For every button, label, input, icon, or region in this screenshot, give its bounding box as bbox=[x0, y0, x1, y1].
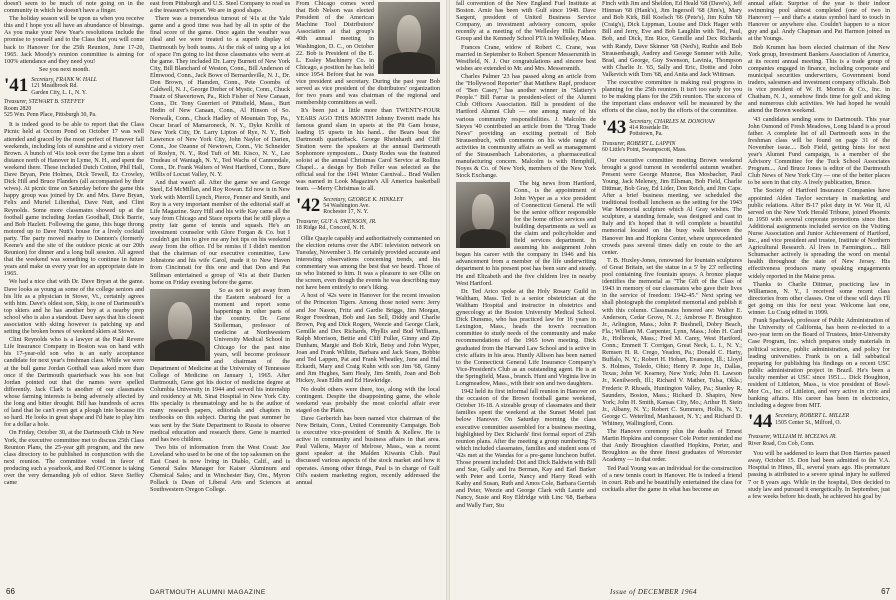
class-year: '43 bbox=[602, 116, 627, 138]
paragraph: You will be saddened to learn that Don Harries passed away, October 15. Don had been admitted to the V.A. Hospital in Hines, Ill., several years ago. His premature passing is attributed to a severe spinal injury he suffered 7 or 8 years ago. While in the hospital, Don decided to study law and pursued it energetically. In September, just a few weeks before his death, he achieved his goal by bbox=[748, 450, 890, 500]
portrait-face bbox=[397, 15, 422, 55]
secretary-name: Secretary, CHARLES M. DONOVAN bbox=[629, 118, 715, 125]
paragraph: Frank Sparhawk, professor of Public Administration of the University of California, has been re-elected to a two-year term on the Board of Trustees, Inter-University Case Program, Inc. which prepares study materials in political science, public administration, and policy for leading universities. Frank is on a fall sabbatical preparing for publishing his findings on a recent USC public administration project in Brazil. He's been a faculty member at USC since 1951.... Dick Houghton, resident of Littleton, Mass., is vice president of Bowl-Mor Co., Inc. of Littleton, and very active in civic and banking affairs. His career has been in electronics, including a degree from MIT. bbox=[748, 317, 890, 410]
portrait-face bbox=[472, 194, 494, 230]
paragraph: Bob Krumm has been elected chairman of the New York group, Investment Bankers Association of America, at its recent annual meeting. This is a trade group of companies engaged in finance, including corporate and municipal securities underwriters, Government bond traders, salesmen and investment company officials. Bob is vice president of W. H. Morton & Co., Inc. in Chatham, N. J., somehow finds time for golf and skiing and numerous club activities. We had hoped he would attend the Brown weekend. bbox=[748, 43, 890, 115]
issue-footer: Issue of DECEMBER 1964 bbox=[610, 588, 698, 596]
paragraph: The Society of Hartford Insurance Companies have appointed Alden Taylor secretary in marketing and public relations. After B-17 pilot duty in W. War II, Al served on the New York Herald Tribune, joined Phoenix in 1950 with several corporate promotions since then. Additional assignments included service on the Visiting Nurse Association and Junior Achievement of Hartford, Inc., and vice president and trustee, Institute of Northern Agricultural Research. Al lives in Farmington.... Bill Schumacher actively is spreading the word on mental health throughout the state of New Jersey. His effectiveness produces many speaking engagements widely reported in the Maine press. bbox=[748, 187, 890, 280]
paragraph: T. B. Huxley-Jones, renowned for fountain sculptures of Great Britain, set the statue in a 5' by 23' reflecting pool containing five fountain sprays. A bronze plaque identifies the memorial as "The Gift of the Class of 1943 in memory of our classmates who gave their lives in the service of freedom: 1942-45." Next spring we shall photograph the completed memorial and publish it with this column. Classmates honored are: Walter E. Anderson, Cedar Grove, N. J.; Ambrose F. Broughton Jr., Arlington, Mass.; John P. Bushnell, Dobry Beach, Fla.; William M. Carpenter, Lynn, Mass.; John H. Card Jr., Holbrook, Mass.; Fred M. Carey, West Hartford, Conn.; Emmett T. Corrigan, Great Neck, L. I., N. Y.; Remsen H. R. Crego, Yeadon, Pa.; Donald C. Harty, Buffalo, N. Y.; Robert H. Hobart, Evanston, Ill.; Lloyd S. Holmes, Toledo, Ohio; Henry P. Jope Jr., Dallas, Texas; John W. Kearney, New York; John H. Lawson Jr., Kenilworth, Ill.; Richard V. Mather, Tulsa, Okla.; Frederic P. Rhoads, Huntington Valley, Pa.; Stanley R. Saunders, Boston, Mass.; Richard D. Shapiro, New York; John H. Smith, Kansas City, Mo.; Arthur H. Stein Jr., Albany, N. Y.; Robert C. Summers, Hollis, N. Y.; George C. Weterlind, Manhasset, N. Y.; and Richard D. Whitney, Wallingford, Conn. bbox=[602, 256, 742, 427]
portrait-photo bbox=[456, 182, 510, 248]
right-col-1 bbox=[456, 0, 596, 582]
paragraph: 1942 held its first informal fall reunion in Hanover on the occasion of the Brown football game weekend, October 16-18. A sizeable group of classmates and their families spent the weekend at the Sunset Motel just below Hanover. On Saturday morning the class executive committee assembled for a business meeting, highlighted by Dex Richards' first formal report of 25th reunion plans. After the meeting a group numbering 75 which included classmates, families and student sons of '42s met at the Wandas for a pre-game luncheon buffet. Those present included: Dot and Dick Baldwin with Bill and Sue, Gally and Ira Berman, Kay and Earl Barker with Peter and Lorrie, Nancy and Harry Read with Kathy and Susan, Ruth and Amos Cole, Barbara Gerrish and Peter, Weezie and George Clark with Laurie and Nancy, Susie and Roy Eldridge with Linc '68, Barbara and Wally Farr, Stu bbox=[456, 388, 596, 509]
right-page bbox=[450, 0, 896, 600]
treasurer-info bbox=[296, 219, 440, 232]
class-year: '44 bbox=[748, 411, 773, 433]
class-42-header bbox=[296, 194, 440, 216]
paragraph: Our executive committee meeting Brown weekend brought a good turnout in wonderful autumn weather. Present were George Munroe, Bus Mosbacher, Paul Young, Jack Meleney, Jim Ellsman, Bob Field, Charlie Dittmar, Bob Gray, Ed Lider, Don Reich, and Jim Caps. After a brief business meeting, we scheduled the traditional football luncheon as the setting for the 1943 War Memorial sculpture which Al Gray wishes. The sculpture, a standing female, was designed and cast in Italy and it's hoped that it will complete a beautiful memorial located on the busy walk between the Hanover Inn and Hopkins Center, where unprecedented crowds pass several times daily en route to the art center. bbox=[602, 156, 742, 256]
portrait-shoulders bbox=[383, 52, 435, 74]
paragraph: Dave Gerberich has been named vice chairman of the New Britain, Conn., United Community Campaign. Bob is executive vice-president of Smith & Kellew. He is active in community and business affairs in that area. Paul Vallens, Mayor of Melrose, Mass., was a recent guest speaker at the Malden Kiwanis Club. Paul discussed various aspects of the stock market and how it operates. Among other things, Paul is in charge of Gulf Oil's eastern marketing region, recently addressed the annual bbox=[296, 414, 440, 486]
class-year: '41 bbox=[4, 74, 29, 96]
paragraph: doesn't seem to be much of note going on in the community in which he doesn't have a finger. bbox=[4, 0, 144, 15]
paragraph: Charles Palmer '23 has passed along an article from the "Hollywood Reporter" that Matthew Rapf, producer of "Ben Casey," has another winner in "Slattery's People." Bill Farrar is president-elect of the Alumni Club Officers Association. Bill is president of the Hartford Alumni Club — one among many of his various community responsibilities. J. Malcolm de Sieyes '40 contributed an article from the "Drug Trade News" providing an exciting portrait of Bob Strausenbuch, with comments on his wide range of activities in community affairs as well as management of the Strausenbach Laboratories, a pharmaceutical manufacturing concern. Malcolm is with Hemphill, Noyes & Co. of New York, members of the New York Stock Exchange. bbox=[456, 72, 596, 180]
treasurer-info bbox=[748, 434, 890, 447]
paragraph: fall convention of the New England Fuel Institute at Boston. Arnie has been with Gulf since 1948. Dave Sargent, president of United Business Service Company, an investment advisory concern, spoke recently at a meeting of the Wellesley Hills Fathers Group and the Kennedy School PTA in Wellesley, Mass. bbox=[456, 0, 596, 43]
paragraph: So as not to get away from the Eastern seaboard for a moment and report some happenings in other parts of the country. Dr. Gene Stollerman, professor of medicine at Northwestern University Medical School in Chicago for the past nine years, will become professor and chairman of the Department of Medicine at the University of Tennessee College of Medicine on January 1, 1965. After Dartmouth, Gene got his doctor of medicine degree at Columbia University in 1944 and served his internship and residency at Mt. Sinai Hospital in New York City. His specialty is rheumatology and he is the author of many research papers, editorials and chapters in textbooks on this subject. During the past summer he was sent by the State Department to Russia to observe medical education and research there. Gene is married and has two children. bbox=[150, 286, 290, 443]
portrait-photo bbox=[150, 289, 210, 361]
paragraph: Thanks to Charlie Dittmar, practicing law in Williamson, N. Y., I received some recent class directories from other classes. One of these will days I'll get going on this for next year. Welcome last one, winner. Lu Craig edited in 1999. bbox=[748, 280, 890, 317]
class-year: '42 bbox=[296, 194, 321, 216]
secretary-address: Rochester 17, N. Y. bbox=[323, 209, 369, 216]
left-col-1 bbox=[4, 0, 144, 582]
treasurer-info bbox=[4, 99, 144, 118]
class-43-header bbox=[602, 116, 742, 138]
paragraph: The Hanover ceremony plus the deaths of Ernest Martin Hopkins and composer Cole Porter reminded me that Andy Broughton classified Hopkins, Porter, and Broughton as the three finest graduates of Worcester Academy — in that order. bbox=[602, 428, 742, 464]
secretary-address: 1505 Center St., Milford, O. bbox=[775, 419, 841, 426]
secretary-name: Secretary, GEORGE K. HINKLEY bbox=[323, 196, 404, 203]
treasurer-address: 525 Wm. Penn Place, Pittsburgh 30, Pa. bbox=[4, 111, 97, 118]
paragraph: annual affair. Surprise of the year is their indoor swimming pool almost completed (one of two in Hanover) — and that's a status symbol hard to touch in Hanover or anywhere else. Couldn't happen to a nicer guy and gal. Andy Chapman and Pat Harmon joined us at the Youngs. bbox=[748, 0, 890, 43]
secretary-address: Pottstown, Pa. bbox=[629, 131, 663, 138]
right-col-3 bbox=[748, 0, 890, 582]
paragraph: Two bits of information from the West Coast: Joe Loveland who used to be one of the top salesmen on the East Coast is now living in Diablo, Calif., and is General Sales Manager for Kaiser Aluminum and Chemical Sales; and in Winchester Bay, Ore., Myron Pollack is Dean of Liberal Arts and Sciences at Southwestern Oregon College. bbox=[150, 443, 290, 494]
treasurer-info bbox=[602, 141, 742, 154]
right-col-2 bbox=[602, 0, 742, 582]
magazine-footer: DARTMOUTH ALUMNI MAGAZINE bbox=[150, 589, 266, 596]
paragraph: Finch with Jim and Sheldon, Ed Heald '68 (Dave's), Jeff Hinman '68 (Hank's), Jim Ingersoll '68 (Jim's), Mary and Bob Kirk, Bill Koelsch '66 (Pete's), Jim Kuhn '68 (Craig's), Dick Lippman, Louise and Dick Hager with Bill and Jerry, Eve and Bob Laughlin with Ted, Paul, Bob, and Dick, Em Rice, Gemille and Dex Richards with Randy, Dave Skinner '68 (Ned's), Ruthie and Bob Strausenbaugh, Audrey and George Sumner with Julie, Brad, and George, Guy Swenson, Lavinia, Thompson with Charlie Jr. '65, Sally and Eric, Dottie and John Valkevich with Tom '68, and Anita and Jack Wittman. bbox=[602, 0, 742, 78]
secretary-address: 414 Rosedale Dr. bbox=[629, 124, 670, 131]
portrait-shoulders bbox=[155, 339, 205, 361]
paragraph: See you next month. bbox=[39, 65, 90, 73]
paragraph: east from Pittsburgh and U.S. Steel Company to read us a the treasurer's report. We are in good shape. bbox=[150, 0, 290, 15]
paragraph: It's been just a little more than TWENTY-FOUR YEARS AGO THIS MONTH Johnny Everett made his famous grand slam in upsets at the Pit Gam house, leading 15 upsets in his hand... the Bears beat the Dartmouth quarterback. George Rheinhardt and Cliff Stratton were the speakers at the annual Dartmouth Sophomore symposium... Dusty Rodes was the featured soloist at the annual Christmas Carol Service at Rollins Chapel... a design by Bob Feller was selected as the official seal for the 1941 Winter Carnival... Brad Wallen was named in Look Magazine's All America basketball team. —Merry Christmas to all. bbox=[296, 107, 440, 193]
treasurer-name: Treasurer, STEWART B. STEFFEY bbox=[4, 99, 85, 106]
paragraph: From Chicago comes word that Bob Nelson was elected President of the American Machine Tool Distributors' Association at that group's 40th annual meeting in Washington, D. C., on October 22. Bob is President of the E. L. Essley Machinery Co. in Chicago, a position he has held since 1954. Before that he was vice president and secretary. During the past year Bob served as vice president of the distributors' organization for two years and was chairman of the regional and membership committees as well. bbox=[296, 0, 440, 107]
paragraph: The executive committee is making real progress in planning for the 25th reunion. It isn't too early for you to be making plans for the 25th reunion. The success of the important class endeavor will be measured by the efforts of the class, not by the efforts of the committee. bbox=[602, 79, 742, 115]
portrait-photo bbox=[378, 2, 440, 74]
paragraph: The big news from Hartford, Conn., is the appointment of John Wyper as a vice president of Connecticut General. He will be the senior officer responsible for the home office services and building departments as well as the claim and policyholder and field services department. In assuming his assignment John began his career with the company in 1946 and his advancement from a member of the life underwriting department to his present post has been sure and steady. He and Elizabeth and the five children live in nearby West Hartford. bbox=[456, 180, 596, 287]
treasurer-name: Treasurer, GUY A. SWENSON, JR. bbox=[296, 218, 377, 225]
treasurer-address: River Road, Cos Cob, Conn. bbox=[748, 440, 815, 447]
class-44-header bbox=[748, 413, 890, 431]
paragraph: '43 candidates sending sons to Dartmouth. This year John Osmond of Fresh Meadows, Long Island is a proud father. A complete list of all Dartmouth sons in the freshman class will be found on page 31 of the November issue.... Bob Field, getting hints for next year's Alumni Fund campaign, is a member of the Advisory Committee for the Tuck School Associates Program.... And Bruce Jones is editor of the Dartmouth Club News of New York City — one of the better places to be seen in that city. A lively publication, Bruce. bbox=[748, 115, 890, 187]
treasurer-address: 18 Ridge Rd., Concord, N. H. bbox=[296, 225, 366, 232]
treasurer-name: Treasurer, WILLIAM H. MCELWA JR. bbox=[748, 434, 837, 441]
paragraph: We had a nice chat with Dr. Dave Bryan at the game. Dave looks as young as some of the college seniors and his life as a physician in Stowe, Vt., certainly agrees with him. Dave's oldest son, Skip, is one of Dartmouth's top skiers and he has another boy at a nearby prep school who is also a standout. Dave says that his closest association with skiing however is patching up and setting the broken bones of weekend skiers at Stowe. bbox=[4, 278, 144, 336]
secretary-name: Secretary, FRANK W. HALL bbox=[31, 76, 98, 83]
secretary-address: Garden City, L. I., N. Y. bbox=[31, 89, 87, 96]
left-page bbox=[0, 0, 446, 600]
treasurer-address: 60 Little's Point, Swampscott, Mass. bbox=[602, 147, 687, 154]
portrait-face bbox=[168, 302, 192, 342]
secretary-address: 54 Washington Ave. bbox=[323, 202, 370, 209]
paragraph: It is indeed good to be able to report that the Class Picnic held at Occom Pond on October 17 was well attended and graced by the most perfect of Hanover fall weekends, including lots of sunshine and a victory over Brown. A bunch of '41s took over the Lyme Inn a short distance north of Hanover in Lyme, N. H., and spent the weekend there. These included Dutch Cotton, Phil Hall, Dave Bryan, Pete Holmes, Dick Tewell, Ez Crowley, Dick Hill and Bruce Flanders (all accompanied by their wives). At picnic time on Saturday before the game this happy group was joined by Dr. and Mrs. Dave Bryan, Felix and Muriel Lilienthal, Dave Nutt, and Clint Reynolds. Some more classmates showed up at the football game including Jordan Goodhall, Dick Barrie, and Bob Hazlett. Following the game, this huge throng motored up to Dave Nutt's house for a lively cocktail party. The party moved nearby to Dannon's (formerly Keene's and the site of the outdoor picnic at our 20th Reunion) for dinner and a long bull session. All agreed that the weekend was something to continue in future years and make us every year for an appropriate date in 1965. bbox=[4, 121, 144, 278]
paragraph: Ollie Quayle capably and authoritatively commented on the election returns over the ABC television network on Tuesday, November 3. He certainly provided accurate and interesting observations concerning trends, and his commentary was among the best that we heard. Those of us who listened to him. It was a pleasure to see Ollie on the screen, even though the events he was describing may not have been entirely to one's liking. bbox=[296, 234, 440, 292]
paragraph: On Friday, October 30, at the Dartmouth Club in New York, the executive committee met to discuss 25th Class Reunion Plans, the 25-year gift program, and the new class directory to be published in conjunction with the next reunion. The committee voted in favor of producing such a yearbook, and Red O'Connor is taking over the very demanding job of editor. Steve Steffey came bbox=[4, 429, 144, 487]
left-col-3 bbox=[296, 0, 440, 582]
treasurer-address: Room 2820 bbox=[4, 105, 32, 112]
paragraph: The holiday season will be upon us when you receive this and I hope you all have an abundance of blessings. As you make your New Year's resolutions include the promise to yourself and to the Class that you will come back to Hanover for the 25th Reunion, June 17-20, 1965. Jack Moody's reunion committee is aiming for 100% attendance and they need you! bbox=[4, 15, 144, 65]
paragraph: Ted Paul Young was an individual for the construction of a new tennis court in Hanover. He is indeed a friend in court. Rub and he beautifully entertained the class for cocktails after the game in what has become an bbox=[602, 464, 742, 493]
paragraph: Dr. Ted Arico spoke at the Holy Rosary Guild in Waltham, Mass. Ted is a senior obstetrician at the Waltham Hospital and instructor in obstetrics and gynecology at the Boston University Medical School. Dick Dunsmo, who has practiced law for 16 years in Lexington, Mass., heads the town's recreation committee to study needs of the community and make recommendations of the 1965 town meeting. Dick graduated from the Harvard Law School and is active in civic affairs in his area. Huntly Allison has been named to the Connecticut General Life Insurance Company's Vice-President's Club as an outstanding agent. He is at the Springfield, Mass., branch. Hunt and Virginia live in Longmeadow, Mass., with their son and two daughters. bbox=[456, 287, 596, 387]
page-number: 67 bbox=[881, 587, 890, 596]
left-col-2 bbox=[150, 0, 290, 582]
page-number: 66 bbox=[6, 587, 15, 596]
treasurer-name: Treasurer, ROBERT L. LAPPIN bbox=[602, 140, 676, 147]
paragraph: Frances Crane, widow of Robert C. Crane, was married in September to Robert Spencer Messersmith in Westfield, N. J. Our congratulations and sincere best wishes are extended to Mr. and Mrs. Messersmith. bbox=[456, 43, 596, 72]
secretary-address: 121 Meadbrook Rd. bbox=[31, 83, 78, 90]
paragraph: No doubt others were there, too, along with the local contingent. Despite the disappointing game, the whole weekend was probably the most colorful affair ever staged on the Plain. bbox=[296, 385, 440, 414]
portrait-shoulders bbox=[460, 229, 505, 249]
secretary-name: Secretary, ROBERT L. MILLER bbox=[775, 413, 850, 420]
paragraph: Clint Reynolds who is a lawyer at the Paul Revere Life Insurance Company in Boston was on hand with his 17-year-old son who is an early acceptance candidate for next year's freshman class. While we were at the bull game Jordan Gotthall was asked more than once if the Dartmouth quarterback was his son but Jordan pointed out that the names were spelled differently. Jack Clark is another of our classmates whose farming interests is being adversely affected by the long and bitter drought. Bill has hundreds of acres of land that he can't even get a plough into because it's so hard. He looks in great shape and I'd hate to play him for a dollar a hole. bbox=[4, 336, 144, 429]
class-41-header bbox=[4, 74, 144, 96]
paragraph: And that wasn't all. After the game we and George Steel, Ed McMillan, and Roy Rowan. Ed now is in New York with Merrill Lynch, Pierce, Fenner and Smith, and Roy is a very important member of the editorial staff at Life Magazine. Suzy Hill and his wife Kay came all the way from Chicago and Stace reports that he still plays a pretty fair game of tennis and squash. He's an investment counselor with Glore Forgan & Co. but I couldn't get him to give me any hot tips on his weekend away from the office. I'd be remiss if I didn't mention that the chairman of our executive committee, Lew Johnstone and his wife Carol, made it to New Haven from Cincinnati for this one and that Don and Pat Stillman entertained a group of '41s at their Darien home on Friday evening before the game. bbox=[150, 179, 290, 286]
paragraph: There was a tremendous turnout of '41s at the Yale game and a good time was had by all in spite of the final score of the game. Once again the weather was ideal and we were treated to a superb display of Dartmouth by both teams. At the risk of using up a lot of space I'm going to list those classmates who were at the game. They included Dr. Larry Burnett of New York City, Bill Blanchard of Weston, Conn., Bill Anderson of Elmwood, Conn., Jack Bowe of Bernardsville, N. J., Dr. Don Brown, of Hamden, Conn., Pete Coombs of Caldwell, N. J., George Dreher of Mystic, Conn., Chuck Fraatz of Shavertown, Pa., Rich Fisher of New Canaan, Conn., Dr. Tony Guerrieri of Pittsfield, Mass., Burt Hedin of New Canaan, Conn., Al Hinson of So. Norwalk, Conn., Chuck Hadley of Mountain Top, Pa., Oscar Israel of Mamaroneck, N. Y., Dyke Krolik of New York City, Dr. Larry Lipton of Rye, N. Y., Bob Lawrence of New York City, John Naylor of Darien, Conn., Joe Ozanne of Newtown, Conn., Vic Schneider of Roslyn, N. Y., Rod Tuft of Mt. Kisco, N. Y., Lee Trudeau of Wantagh, N. Y., Ted Wachs of Cannondale, Conn., Dr. Frank Walters of West Hartford, Conn., Bure Willis of Locust Valley, N. Y. bbox=[150, 15, 290, 179]
paragraph: A host of '42s were in Hanover for the recent invasion of the Princeton Tigers. Among those noted were: Jerry and Joe Nason, Fritz and Gardie Briggs, Jim Morgan, Roger Freedman, Bob and Jan Sell, Diddy and Charlie Brown, Peg and Dick Rogers, Weezie and George Clark, Gemille and Dex Richards, Phyllis and Bud Williams, Ralph Morrison, Bettie and Cliff Fuller, Ginny and Zip Dunham, Margie and Bob Kirk, Betsy and John Wyper, Joan and Frank Wilhite, Barbara and Jack Sears, Bobbie and Ted Lappen, Pat and Frank Wheatley, June and Hal Eckardt, Mary and Craig Kuhn with son Jim '68, Ginny and Jim Hughes, Sam Healy, Jim Smith, Joan and Bob Hickey, Jean Eldin and Ed Hawkridge. bbox=[296, 292, 440, 385]
